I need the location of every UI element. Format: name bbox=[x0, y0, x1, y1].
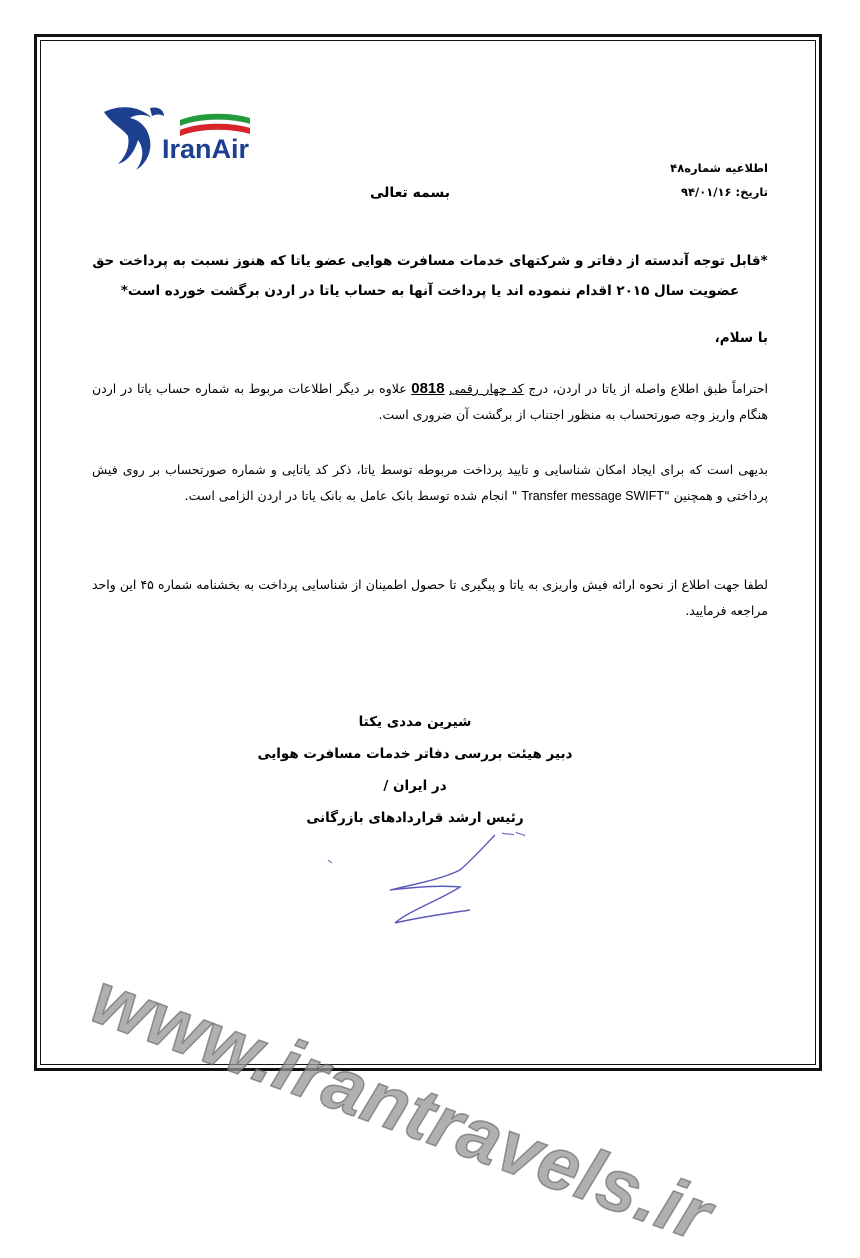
notice-date: تاریخ: ۹۴/۰۱/۱۶ bbox=[681, 185, 768, 199]
bismillah-heading: بسمه تعالی bbox=[369, 185, 451, 201]
four-digit-code: 0818 bbox=[411, 380, 445, 397]
signatory-block bbox=[250, 706, 580, 834]
notice-header bbox=[670, 156, 768, 204]
paragraph-1 bbox=[92, 376, 768, 428]
iranair-logo-text: IranAir bbox=[162, 134, 250, 164]
paragraph-2 bbox=[92, 457, 768, 509]
website-watermark: www.irantravels.ir bbox=[81, 955, 724, 1258]
signatory-title-1: دبیر هیئت بررسی دفاتر خدمات مسافرت هوایی در ایران / bbox=[257, 746, 573, 794]
homa-bird-icon bbox=[104, 107, 152, 170]
paragraph-3: لطفا جهت اطلاع از نحوه ارائه فیش واریزی به یاتا و پیگیری تا حصول اطمینان از شناسایی پرداخت به بخشنامه شماره ۴۵ این واحد مراجعه فرمایید. bbox=[92, 577, 768, 618]
iranair-logo bbox=[100, 98, 270, 178]
notice-subject bbox=[90, 246, 770, 306]
four-digit-code-label: کد چهار رقمی bbox=[449, 381, 524, 396]
notice-subject-line-2: عضویت سال ۲۰۱۵ اقدام ننموده اند یا پرداخت آنها به حساب یاتا در اردن برگشت خورده است* bbox=[120, 283, 740, 299]
notice-number: اطلاعیه شماره۴۸ bbox=[670, 161, 768, 175]
swift-message-term: Transfer message SWIFT bbox=[521, 489, 664, 503]
signatory-name: شیرین مددی یکتا bbox=[358, 714, 472, 730]
notice-subject-line-1: *قابل توجه آندسته از دفاتر و شرکتهای خدمات مسافرت هوایی عضو یاتا که هنوز نسبت به پرداخت حق bbox=[92, 253, 768, 269]
handwritten-signature bbox=[320, 825, 540, 945]
greeting: با سلام، bbox=[714, 330, 768, 346]
paragraph-2-start: بدیهی است که برای ایجاد امکان شناسایی و تایید پرداخت مربوطه توسط یاتا، ذکر کد یاتایی و شماره صورتحساب بر روی فیش پرداختی و همچنین " bbox=[92, 462, 768, 503]
signatory-title-2: رئیس ارشد قراردادهای بازرگانی bbox=[306, 810, 524, 826]
paragraph-2-end: " انجام شده توسط بانک عامل به بانک یاتا در اردن الزامی است. bbox=[184, 488, 522, 503]
paragraph-1-end: علاوه بر دیگر اطلاعات مربوط به شماره حساب یاتا در اردن هنگام واریز وجه صورتحساب به منظور اجتناب از برگشت آن ضروری است. bbox=[92, 381, 768, 422]
paragraph-1-start: احتراماً طبق اطلاع واصله از یاتا در اردن، درج bbox=[523, 381, 768, 396]
